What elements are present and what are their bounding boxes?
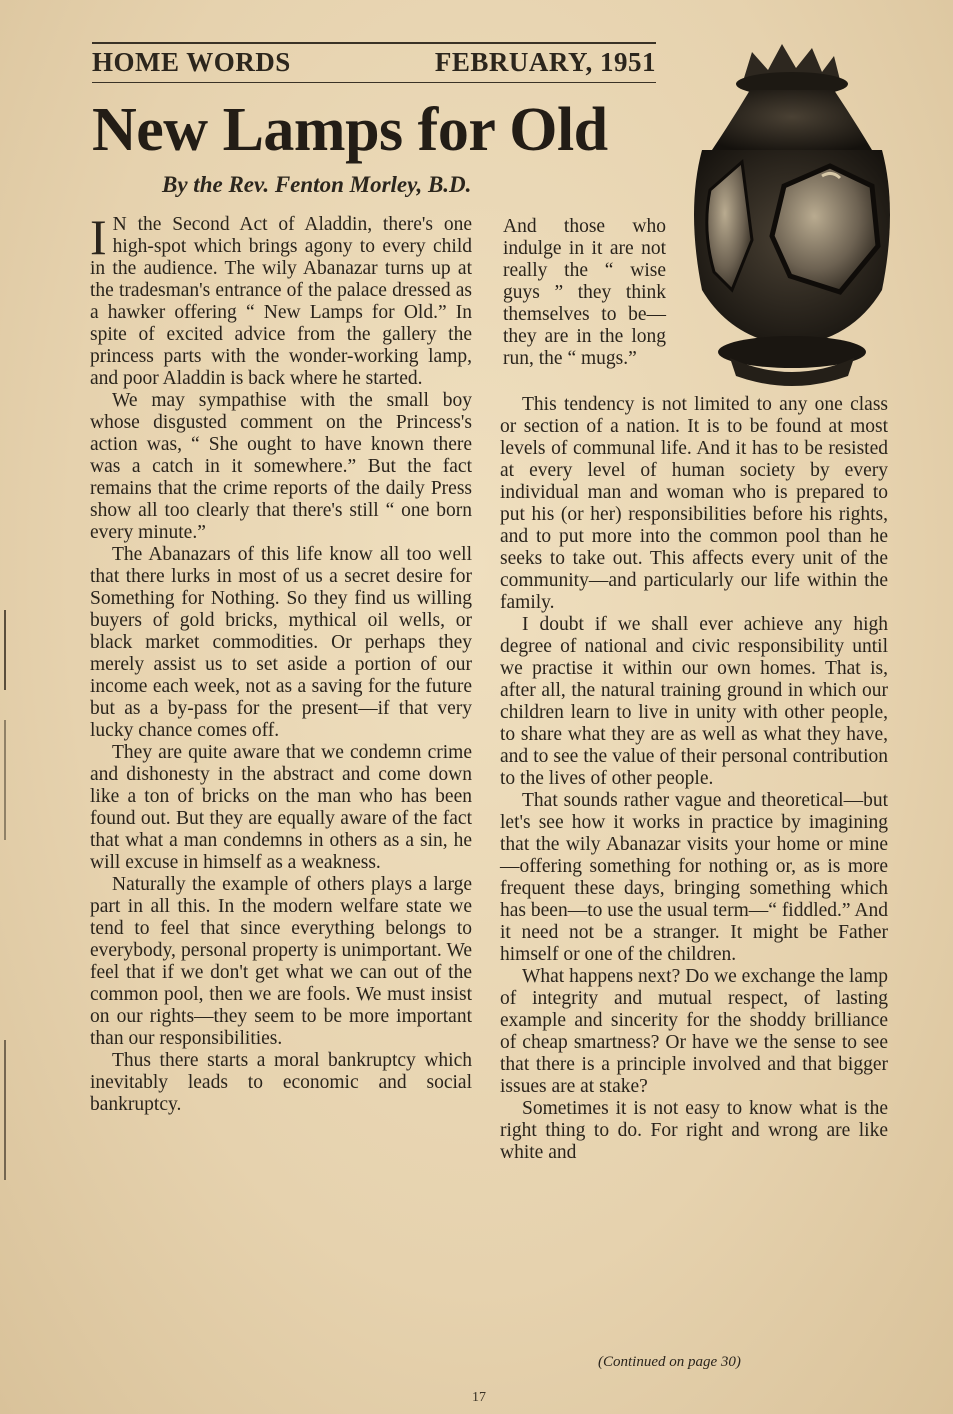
article-title: New Lamps for Old (92, 96, 608, 164)
article-left-column (90, 209, 472, 1116)
article-right-column-top (503, 216, 666, 370)
article-paragraph: Sometimes it is not easy to know what is the right thing to do. For right and wrong are like white and (500, 1098, 888, 1163)
page-edge-mark (4, 720, 6, 840)
issue-date: FEBRUARY, 1951 (434, 46, 656, 77)
continued-note: (Continued on page 30) (598, 1354, 741, 1370)
article-paragraph: We may sympathise with the small boy whose disgusted comment on the Princess's action was, “ She ought to have known there was a catch in it somewhere.” But the fact remains that the crime reports of the daily Press show all too clearly that there's still “ one born every minute.” (90, 390, 472, 543)
article-paragraph: This tendency is not limited to any one class or section of a nation. It is to be found at most levels of communal life. And it has to be resisted at every level of human society by every individual man and woman who is prepared to put his (or her) responsibilities before his rights, and to put more into the common pool than he seeks to take out. This affects every unit of the community—and particularly our life within the family. (500, 394, 888, 613)
article-paragraph: I N the Second Act of Aladdin, there's one high-spot which brings agony to every child in the audience. The wily Abanazar turns up at the tradesman's entrance of the palace dressed as a hawker offering “ New Lamps for Old.” In spite of excited advice from the gallery the princess parts with the wonder-working lamp, and poor Aladdin is back where he started. (90, 209, 472, 389)
article-byline: By the Rev. Fenton Morley, B.D. (162, 172, 472, 197)
page-edge-mark (4, 610, 6, 690)
lantern-photo-icon (672, 40, 912, 400)
page-edge-mark (4, 1040, 6, 1180)
article-paragraph: They are quite aware that we condemn crime and dishonesty in the abstract and come down like a ton of bricks on the man who has been found out. But they are equally aware of the fact that what a man condemns in others as a sin, he will excuse in himself as a weakness. (90, 742, 472, 873)
article-paragraph: The Abanazars of this life know all too well that there lurks in most of us a secret desire for Something for Nothing. So they find us willing buyers of gold bricks, mythical oil wells, or black market commodities. Or perhaps they merely assist us to set aside a portion of our income each week, not as a saving for the future but as a by-pass for the present—if that very lucky chance comes off. (90, 544, 472, 741)
page-number: 17 (472, 1390, 486, 1405)
drop-cap: I (90, 209, 107, 265)
article-paragraph: Thus there starts a moral bankruptcy which inevitably leads to economic and social bankruptcy. (90, 1050, 472, 1115)
article-paragraph: Naturally the example of others plays a large part in all this. In the modern welfare state we tend to feel that since everything belongs to everybody, personal property is unimportant. We feel that if we don't get what we can out of the common pool, then we are fools. We must insist on our rights—they seem to be more important than our responsibilities. (90, 874, 472, 1049)
article-paragraph: I doubt if we shall ever achieve any high degree of national and civic responsibility until we practise it within our own homes. That is, after all, the natural training ground in which our children learn to live in unity with other people, to share what they are as well as what they have, and to see the value of their personal contribution to the lives of other people. (500, 614, 888, 789)
article-right-column (500, 394, 888, 1164)
article-paragraph: And those who indulge in it are not really the “ wise guys ” they think themselves to be—they are in the long run, the “ mugs.” (503, 216, 666, 369)
magazine-name: HOME WORDS (92, 46, 291, 77)
header-rule (92, 82, 656, 83)
running-head (92, 44, 656, 80)
article-paragraph: What happens next? Do we exchange the lamp of integrity and mutual respect, of lasting example and sincerity for the shoddy brilliance of cheap smartness? Or have we the sense to see that there is a principle involved and that bigger issues are at stake? (500, 966, 888, 1097)
article-paragraph: That sounds rather vague and theoretical—but let's see how it works in practice by imagining that the wily Abanazar visits your home or mine—offering something for nothing or, as is more frequent these days, bringing something which has been—to use the usual term—“ fiddled.” And it need not be a stranger. It might be Father himself or one of the children. (500, 790, 888, 965)
